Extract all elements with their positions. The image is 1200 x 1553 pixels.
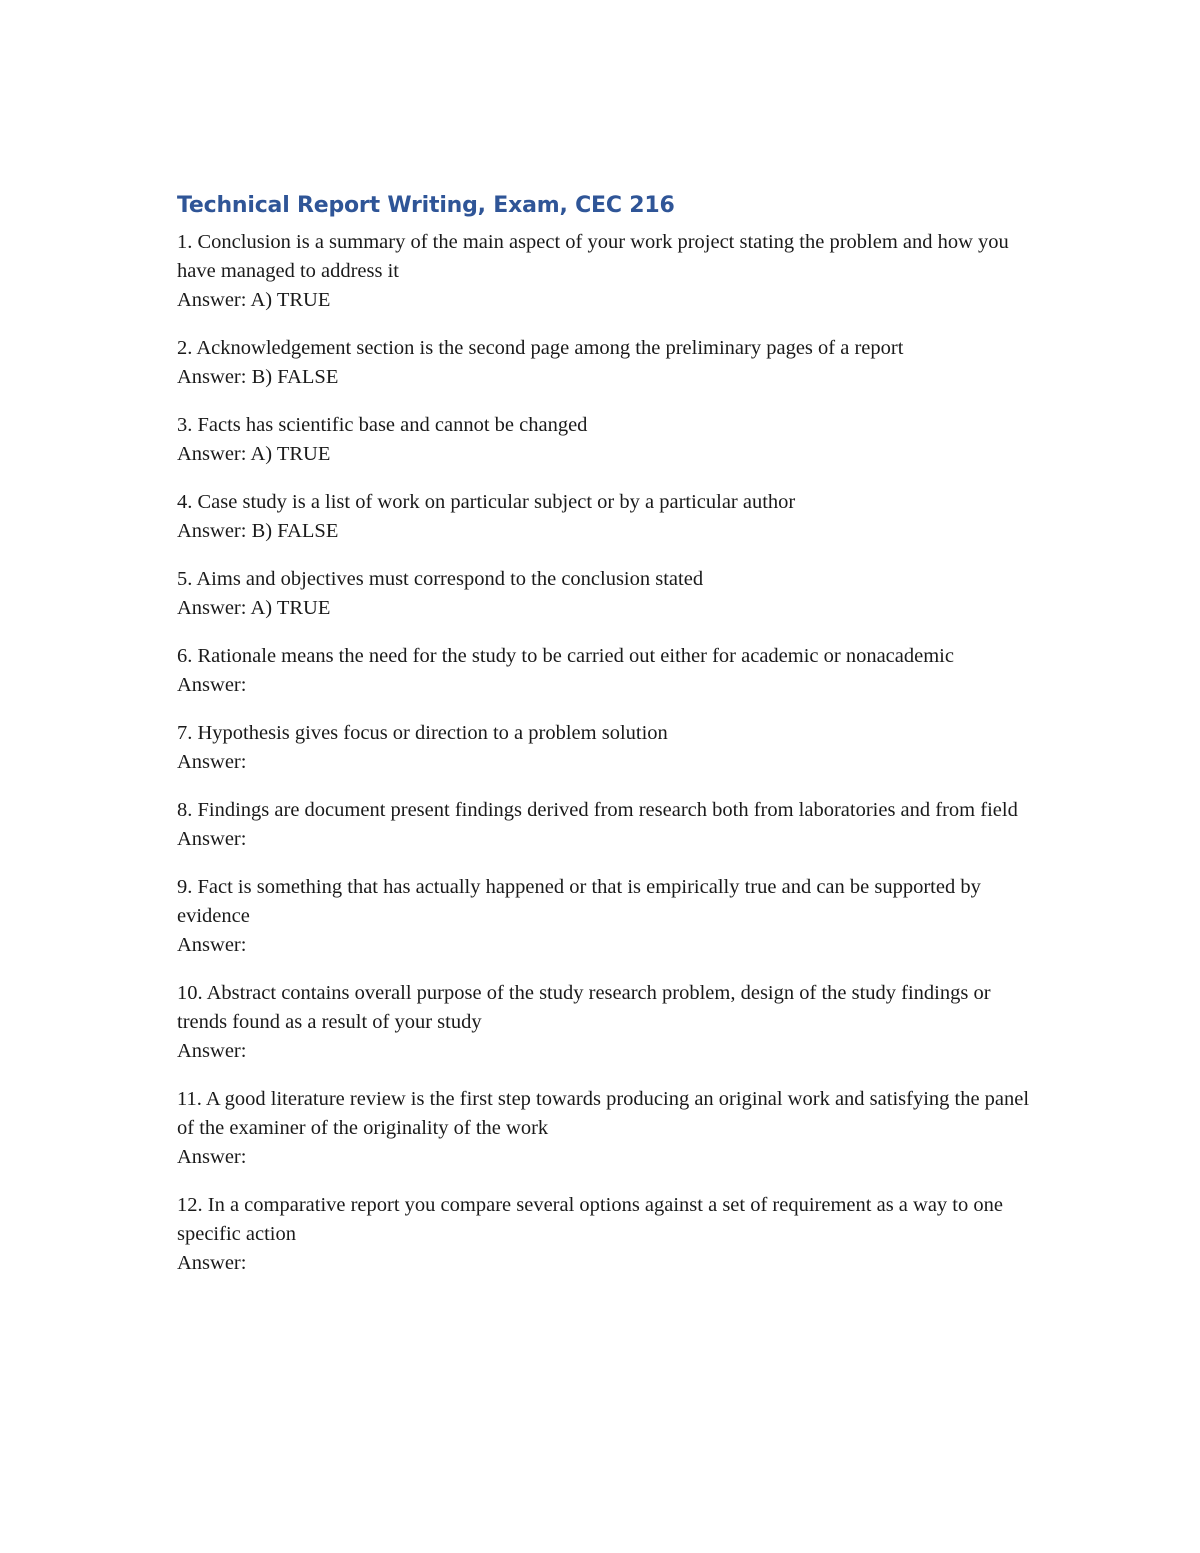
question-5 (177, 565, 1037, 623)
question-text: 9. Fact is something that has actually happened or that is empirically true and can be supported by evidence (177, 876, 981, 927)
question-text: 6. Rationale means the need for the study to be carried out either for academic or nonacademic (177, 645, 954, 667)
question-answer: Answer: B) FALSE (177, 520, 339, 542)
question-4 (177, 488, 1037, 546)
question-text: 5. Aims and objectives must correspond to the conclusion stated (177, 568, 704, 590)
question-text: 7. Hypothesis gives focus or direction to a problem solution (177, 722, 668, 744)
question-answer: Answer: (177, 828, 247, 850)
question-text: 10. Abstract contains overall purpose of the study research problem, design of the study findings or trends found as a result of your study (177, 982, 991, 1033)
question-7 (177, 719, 1037, 777)
question-answer: Answer: A) TRUE (177, 443, 331, 465)
question-6 (177, 642, 1037, 700)
question-answer: Answer: (177, 674, 247, 696)
question-answer: Answer: (177, 751, 247, 773)
question-1 (177, 228, 1037, 315)
question-text: 2. Acknowledgement section is the second page among the preliminary pages of a report (177, 337, 904, 359)
question-text: 12. In a comparative report you compare several options against a set of requirement as a way to one specific action (177, 1194, 1003, 1245)
question-2 (177, 334, 1037, 392)
question-3 (177, 411, 1037, 469)
question-text: 1. Conclusion is a summary of the main aspect of your work project stating the problem and how you have managed to address it (177, 231, 1009, 282)
document-content (177, 190, 1037, 1297)
question-answer: Answer: (177, 934, 247, 956)
document-title: Technical Report Writing, Exam, CEC 216 (177, 193, 675, 218)
question-answer: Answer: (177, 1146, 247, 1168)
question-text: 4. Case study is a list of work on particular subject or by a particular author (177, 491, 796, 513)
question-8 (177, 796, 1037, 854)
question-12 (177, 1191, 1037, 1278)
question-9 (177, 873, 1037, 960)
question-answer: Answer: B) FALSE (177, 366, 339, 388)
question-answer: Answer: (177, 1252, 247, 1274)
question-answer: Answer: A) TRUE (177, 289, 331, 311)
question-text: 11. A good literature review is the first step towards producing an original work and satisfying the panel of the examiner of the originality of the work (177, 1088, 1030, 1139)
question-10 (177, 979, 1037, 1066)
question-text: 8. Findings are document present findings derived from research both from laboratories and from field (177, 799, 1018, 821)
question-11 (177, 1085, 1037, 1172)
question-answer: Answer: A) TRUE (177, 597, 331, 619)
question-text: 3. Facts has scientific base and cannot be changed (177, 414, 588, 436)
question-answer: Answer: (177, 1040, 247, 1062)
